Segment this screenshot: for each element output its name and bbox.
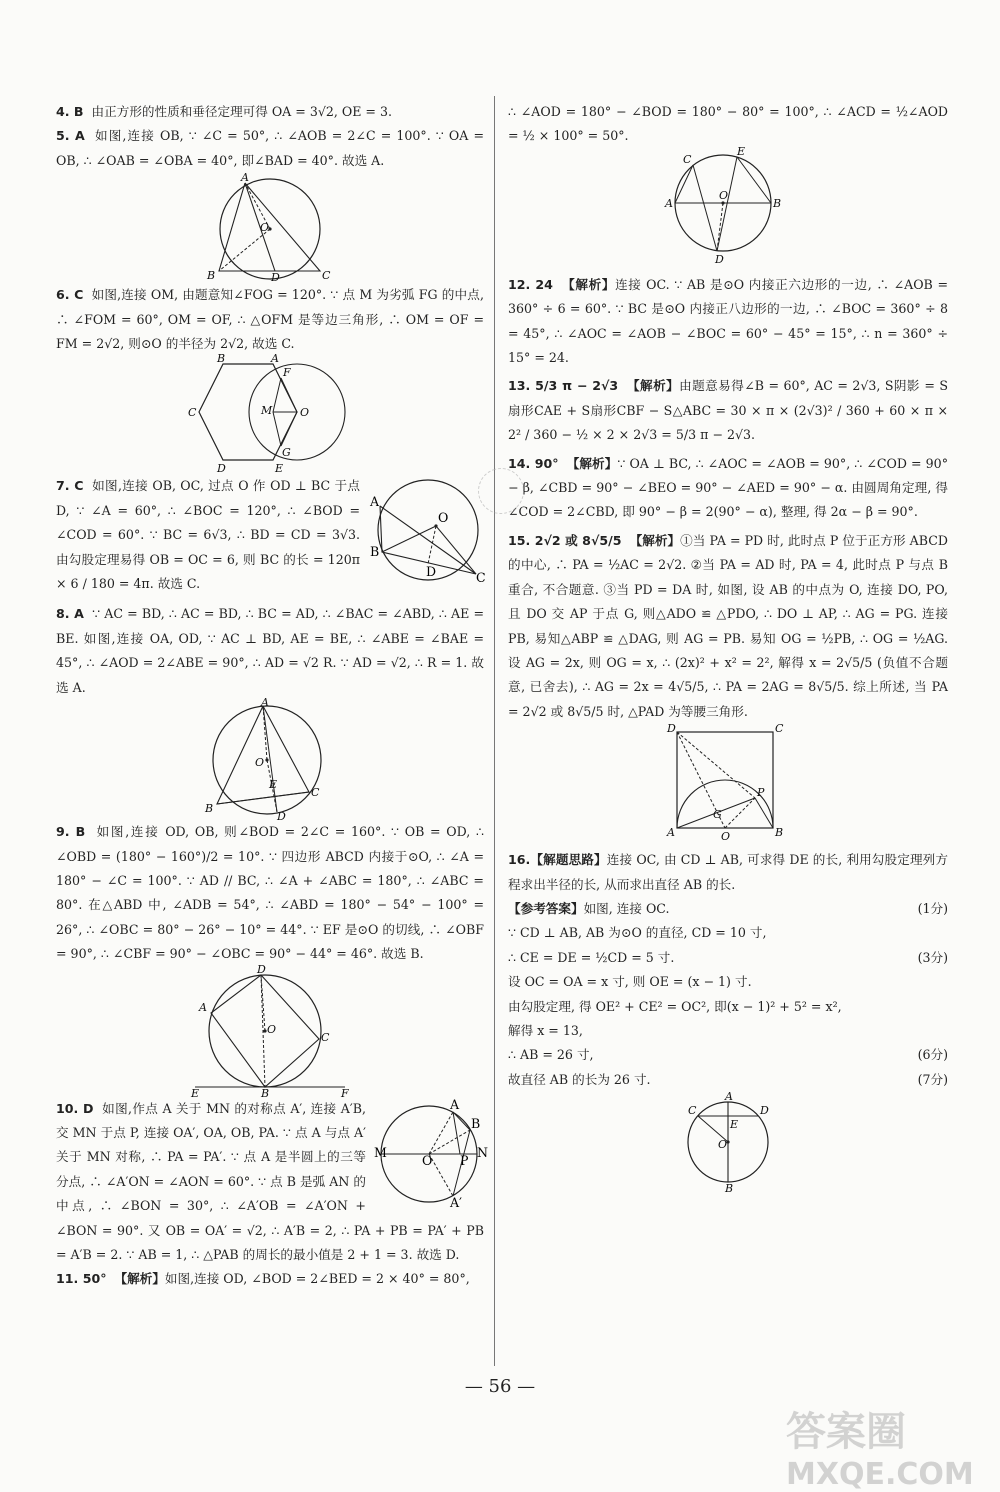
svg-text:G: G [713, 808, 722, 822]
answer-9 [56, 820, 484, 966]
answer-4 [56, 100, 484, 124]
svg-text:B: B [205, 802, 214, 816]
answer-16-line-6 [508, 1043, 948, 1067]
idea-tag: 【解题思路】 [530, 852, 607, 868]
analysis-tag: 【解析】 [562, 276, 616, 292]
answer-line-text: ∴ AB = 26 寸, [508, 1047, 594, 1063]
answer-text: 如图,连接 OB, ∵ ∠C = 50°, ∴ ∠AOB = 2∠C = 100°. ∵ OA = OB, ∴ ∠OAB = ∠OBA = 40°, 即∠BAD = 40°. 故选 A. [56, 128, 485, 168]
answer-line-text: 设 OC = OA = x 寸, 则 OE = (x − 1) 寸. [508, 974, 752, 990]
svg-text:D: D [217, 462, 226, 476]
svg-text:D: D [426, 564, 437, 580]
svg-text:O: O [719, 188, 729, 202]
answer-text: ∵ AC = BD, ∴ AC = BD, ∴ BC = AD, ∴ ∠BAC = ∠ABD, ∴ AE = BE. 如图,连接 OA, OD, ∵ AC ⊥ BD, AE = BE, ∴ ∠ABE = ∠BAE = 45°, ∴ ∠AOD = 2∠ABE = 90°, ∴ AD = √2 R. ∵ AD = √2, ∴ R = 1. 故选 A. [56, 606, 485, 695]
figure-q9-circle-tangent [185, 962, 355, 1100]
svg-text:P: P [460, 1152, 469, 1168]
answer-14 [508, 452, 948, 525]
svg-text:B: B [261, 1086, 270, 1100]
answer-12 [508, 273, 948, 371]
answer-text: 如图,连接 OM, 由题意知∠FOG = 120°. ∵ 点 M 为劣弧 FG 的中点, ∴ ∠FOM = 60°, OM = OF, ∴ △OFM 是等边三角形, ∴ OM = OF = FM = 2√2, 则⊙O 的半径为 2√2, 故选 C. [56, 287, 484, 352]
svg-text:A: A [241, 171, 249, 185]
answer-number: 9. B [56, 824, 86, 840]
answer-16-idea [508, 848, 948, 897]
svg-text:D: D [271, 271, 280, 285]
svg-text:B: B [773, 196, 782, 210]
svg-text:C: C [311, 786, 320, 800]
answer-number: 10. D [56, 1100, 94, 1116]
svg-text:C: C [322, 269, 331, 283]
svg-text:M: M [261, 404, 273, 418]
svg-text:G: G [282, 446, 291, 460]
svg-text:O: O [260, 221, 270, 235]
svg-text:O: O [422, 1152, 433, 1168]
figure-q6-hexagon [185, 352, 355, 476]
analysis-tag: 【解析】 [114, 1271, 165, 1287]
answer-text: 如图,连接 OD, ∠BOD = 2∠BED = 2 × 40° = 80°, [164, 1271, 470, 1287]
svg-text:E: E [275, 462, 284, 476]
figure-q11-circle [663, 144, 793, 266]
answer-16-line-7 [508, 1068, 948, 1092]
answer-15 [508, 529, 948, 724]
svg-text:D: D [257, 962, 266, 976]
svg-text:A: A [370, 494, 380, 510]
svg-text:O: O [438, 510, 449, 526]
answer-text: 如图,连接 OD, OB, 则∠BOD = 2∠C = 160°. ∵ OB = OD, ∴ ∠OBD = (180° − 160°)/2 = 10°. ∵ 四边形 ABCD 内接于⊙O, ∴ ∠A = 180° − ∠C = 100°. ∵ AD // BC, ∴ ∠A + ∠ABC = 180°, ∴ ∠ABC = 80°. 在△ABD 中, ∠ADB = 54°, ∴ ∠ABD = 180° − 54° − 100° = 26°, ∴ ∠OBC = 80° − 26° − 10° = 44°. ∵ EF 是⊙O 的切线, ∴ ∠OBF = 90°, ∴ ∠CBF = 90° − ∠OBC = 90° − 44° = 46°. 故选 B. [56, 824, 484, 962]
svg-text:O: O [300, 406, 310, 420]
svg-text:O: O [267, 1022, 277, 1036]
figure-q15-square [663, 724, 793, 842]
svg-text:D: D [715, 252, 724, 266]
answer-13 [508, 374, 948, 447]
figure-q16-circle [678, 1090, 778, 1196]
svg-text:E: E [191, 1086, 200, 1100]
svg-text:O: O [255, 756, 265, 770]
answer-16-line-2 [508, 946, 948, 970]
answer-text: 由正方形的性质和垂径定理可得 OA = 3√2, OE = 3. [91, 104, 392, 119]
svg-text:A: A [667, 826, 675, 840]
analysis-tag: 【解析】 [627, 378, 680, 394]
svg-text:E: E [737, 144, 746, 158]
svg-text:B: B [207, 269, 216, 283]
answer-16-line-0 [508, 897, 948, 921]
answer-8 [56, 602, 484, 700]
analysis-tag: 【解析】 [629, 532, 681, 548]
answer-text: ∵ OA ⊥ BC, ∴ ∠AOC = ∠AOB = 90°, ∴ ∠COD = 90° − β, ∠CBD = 90° − ∠BEO = 90° − ∠AED = 90° − α. 由圆周角定理, 得∠COD = 2∠CBD, 即 90° − β = 2(90° − α), 整理, 得 2α − β = 90°. [508, 455, 948, 520]
answer-16-line-3 [508, 970, 948, 994]
answer-text: 如图,作点 A 关于 MN 的对称点 A′, 连接 A′B, 交 MN 于点 P, 连接 OA′, OA, OB, PA. ∵ 点 A 与点 A′关于 MN 对称, ∴ PA = PA′. ∵ 点 A 是半圆上的三等分点, ∴ ∠A′ON = ∠AON = 60°. ∵ 点 B 是弧 AN 的中点, ∴ ∠BON = 30°, ∴ ∠A′OB = ∠A′ON + ∠BON = 90°. 又 OB = OA′ = √2, ∴ A′B = 2, ∴ PA + PB = PA′ + PB = A′B = 2. ∵ AB = 1, ∴ △PAB 的周长的最小值是 2 + 1 = 3. 故选 D. [56, 1100, 484, 1262]
answer-5 [56, 124, 484, 173]
svg-text:C: C [775, 722, 784, 736]
watermark-line2: MXQE.COM [786, 1457, 974, 1492]
answer-line-text: ∵ CD ⊥ AB, AB 为⊙O 的直径, CD = 10 寸, [508, 925, 767, 941]
svg-text:O: O [718, 1138, 728, 1152]
svg-text:B: B [370, 544, 380, 560]
svg-text:C: C [688, 1104, 697, 1118]
svg-text:F: F [283, 366, 291, 380]
watermark-line1: 答案圈 [786, 1409, 906, 1455]
svg-text:D: D [277, 810, 286, 824]
svg-text:P: P [757, 786, 765, 800]
answer-text: 由题意易得∠B = 60°, AC = 2√3, S阴影 = S扇形CAE + S扇形CBF − S△ABC = 30 × π × (2√3)² / 360 + 60 × π × 2² / 360 − ½ × 2 × 2√3 = 5/3 π − 2√3. [508, 378, 948, 443]
svg-text:E: E [269, 778, 278, 792]
answer-11-continued: ∴ ∠AOD = 180° − ∠BOD = 180° − 80° = 100°, ∴ ∠ACD = ½∠AOD = ½ × 100° = 50°. [508, 104, 948, 144]
idea-text: 连接 OC, 由 CD ⊥ AB, 可求得 DE 的长, 利用勾股定理列方程求出半径的长, 从而求出直径 AB 的长. [508, 852, 948, 892]
answer-line-text: ∴ CE = DE = ½CD = 5 寸. [508, 949, 675, 965]
answer-11 [56, 1267, 484, 1291]
figure-q7-circle [368, 476, 484, 584]
answer-number: 7. C [56, 478, 84, 494]
answer-line-text: 解得 x = 13, [508, 1022, 583, 1038]
answer-6 [56, 283, 484, 356]
svg-text:B: B [725, 1182, 734, 1196]
svg-text:A′: A′ [450, 1194, 462, 1210]
answer-number: 12. 24 [508, 276, 553, 292]
svg-text:B: B [775, 826, 784, 840]
svg-text:C: C [476, 570, 486, 586]
page-number: — 56 — [464, 1376, 536, 1397]
answer-number: 11. 50° [56, 1271, 107, 1287]
svg-text:A: A [271, 352, 279, 366]
column-divider [494, 96, 495, 1366]
score-mark: (6分) [917, 1047, 948, 1063]
answer-number: 16. [508, 852, 531, 868]
svg-text:E: E [730, 1118, 739, 1132]
answer-number: 15. 2√2 或 8√5/5 [508, 532, 622, 548]
svg-text:A: A [450, 1096, 460, 1112]
answer-number: 5. A [56, 128, 85, 144]
svg-text:F: F [341, 1086, 349, 1100]
answer-text: ①当 PA = PD 时, 此时点 P 位于正方形 ABCD 的中心, ∴ PA = ½AC = 2√2. ②当 PA = AD 时, PA = 4, 此时点 P 与点 B 重合, 不合题意. ③当 PD = DA 时, 如图, 设 AB 的中点为 O, 连接 DO, PO, 且 DO 交 AP 于点 G, 则△ADO ≌ △PDO, ∴ DO ⊥ AP, ∴ AG = PG. 连接 PB, 易知△ABP ≌ △DAG, 则 AG = PB. 易知 OG = ½PB, ∴ OG = ½AG. 设 AG = 2x, 则 OG = x, ∴ (2x)² + x² = 2², 解得 x = 2√5/5 (负值不合题意, 已舍去), ∴ AG = 2x = 4√5/5, ∴ PA = 2AG = 8√5/5. 综上所述, 当 PA = 2√2 或 8√5/5 时, △PAD 为等腰三角形. [508, 532, 948, 719]
right-column [508, 100, 949, 1196]
reference-answer-tag: 【参考答案】 [508, 900, 584, 916]
watermark-logo [786, 1400, 986, 1490]
svg-text:D: D [667, 722, 676, 736]
answer-number: 13. 5/3 π − 2√3 [508, 378, 619, 394]
answer-line-text: 故直径 AB 的长为 26 寸. [508, 1071, 651, 1087]
answer-line-text: 由勾股定理, 得 OE² + CE² = OC², 即(x − 1)² + 5² = x², [508, 998, 842, 1014]
svg-text:N: N [477, 1144, 489, 1160]
svg-text:A: A [261, 696, 269, 710]
svg-text:B: B [217, 352, 226, 366]
svg-text:A: A [725, 1090, 733, 1104]
svg-text:C: C [188, 406, 197, 420]
answer-text: 如图,连接 OB, OC, 过点 O 作 OD ⊥ BC 于点 D, ∵ ∠A = 60°, ∴ ∠BOC = 120°, ∴ ∠BOD = ∠COD = 60°. ∵ BC = 6√3, ∴ BD = CD = 3√3. 由勾股定理易得 OB = OC = 6, 则 BC 的长 = 120π × 6 / 180 = 4π. 故选 C. [56, 478, 360, 592]
answer-line-text: 如图, 连接 OC. [583, 900, 670, 916]
svg-text:C: C [683, 152, 692, 166]
svg-text:A: A [665, 196, 673, 210]
svg-text:B: B [471, 1115, 481, 1131]
answer-number: 4. B [56, 104, 84, 119]
answer-number: 14. 90° [508, 455, 559, 471]
answer-text: 连接 OC. ∵ AB 是⊙O 内接正六边形的一边, ∴ ∠AOB = 360° ÷ 6 = 60°. ∵ BC 是⊙O 内接正八边形的一边, ∴ ∠BOC = 360° ÷ 8 = 45°, ∴ ∠AOC = ∠AOB − ∠BOC = 60° − 45° = 15°, ∴ n = 360° ÷ 15° = 24. [508, 276, 949, 366]
svg-text:A: A [199, 1000, 207, 1014]
svg-text:D: D [760, 1104, 769, 1118]
left-column [56, 100, 489, 1292]
score-mark: (3分) [917, 949, 948, 965]
figure-q5-circle [205, 173, 335, 283]
analysis-tag: 【解析】 [566, 455, 618, 471]
figure-q8-circle [205, 696, 335, 824]
figure-q10-semicircle [374, 1096, 489, 1210]
answer-16-line-5 [508, 1019, 948, 1043]
answer-number: 8. A [56, 606, 84, 622]
answer-16-line-4 [508, 995, 948, 1019]
svg-text:C: C [321, 1030, 330, 1044]
score-mark: (1分) [917, 900, 948, 916]
svg-text:M: M [374, 1144, 387, 1160]
svg-text:O: O [721, 830, 731, 844]
score-mark: (7分) [917, 1071, 948, 1087]
answer-number: 6. C [56, 287, 84, 303]
answer-16-line-1 [508, 921, 948, 945]
